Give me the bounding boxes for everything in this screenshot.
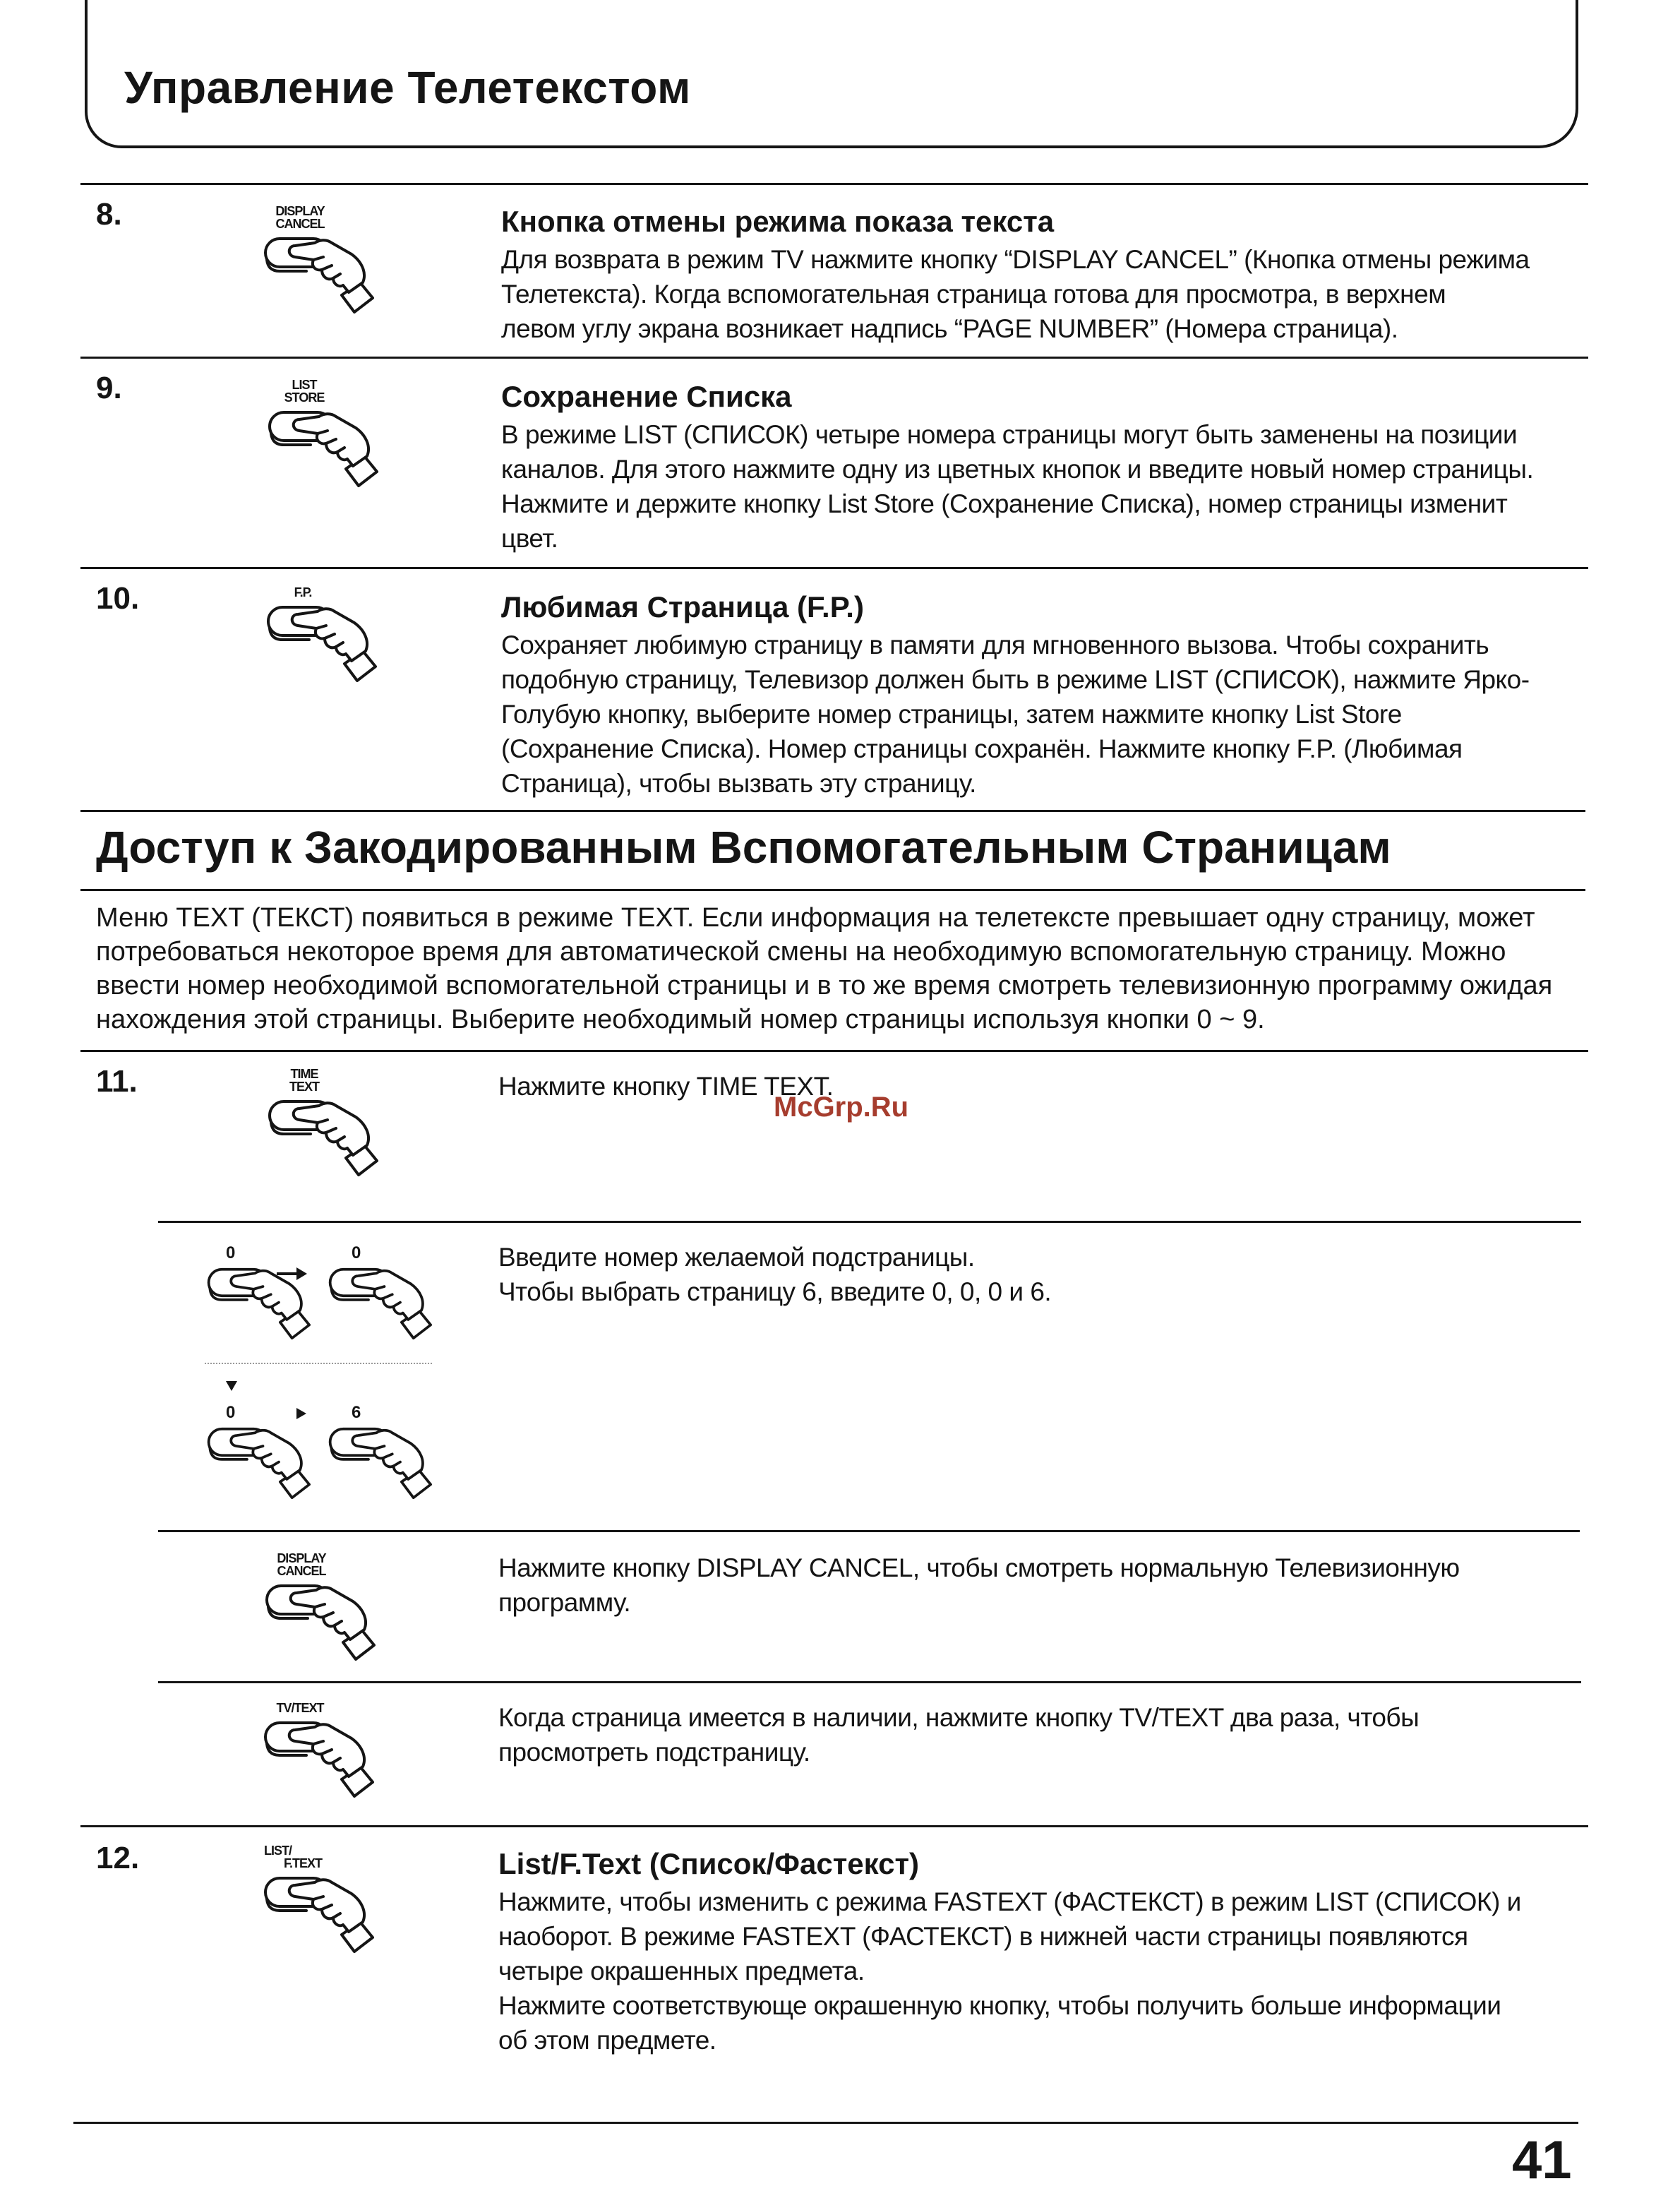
step-description [501,242,1530,346]
body-line: просмотреть подстраницу. [498,1738,810,1767]
body-line: об этом предмете. [498,2026,716,2055]
arrow-right-icon [275,1265,308,1282]
body-line: Чтобы выбрать страницу 6, введите 0, 0, 0 и 6. [498,1277,1052,1306]
hand-press-icon [261,233,374,316]
digit-label: 0 [226,1403,236,1422]
hand-press-icon [265,1096,378,1179]
list-ftext-button [261,1844,381,1956]
button-label-line: STORE [284,390,325,405]
step-heading: Кнопка отмены режима показа текста [501,205,1055,238]
divider [80,357,1588,359]
step-content [498,1846,1521,2057]
hand-press-icon [261,1872,374,1956]
intro-line: ввести номер необходимой вспомогательной страницы и в то же время смотреть телевизионную программу ожидая [96,971,1553,1001]
display-cancel-button [261,205,381,316]
body-line: В режиме LIST (СПИСОК) четыре номера страницы могут быть заменены на позиции [501,420,1518,449]
body-line: Для возврата в режим TV нажмите кнопку “DISPLAY CANCEL” (Кнопка отмены режима [501,245,1530,274]
digit-label: 0 [226,1243,236,1262]
body-line: левом углу экрана возникает надпись “PAGE NUMBER” (Номера страница). [501,314,1398,343]
dotted-separator [205,1363,432,1364]
button-label-line: F.P. [294,585,312,599]
footer-divider [73,2122,1578,2124]
divider [80,1050,1588,1052]
body-line: цвет. [501,524,558,553]
substep-description [498,1700,1419,1769]
button-label-line: F.TEXT [284,1856,323,1870]
button-label-line: TV/TEXT [276,1701,324,1715]
tv-text-button [261,1702,381,1800]
button-label-line: CANCEL [277,1564,326,1578]
display-cancel-button [263,1552,383,1664]
section-title: Доступ к Закодированным Вспомогательным Страницам [96,822,1391,873]
divider [80,1825,1588,1827]
button-label-line: CANCEL [275,217,325,231]
digit-label: 0 [352,1243,361,1262]
hand-press-icon [264,602,377,685]
body-line: подобную страницу, Телевизор должен быть в режиме LIST (СПИСОК), нажмите Ярко- [501,665,1530,694]
hand-press-icon [263,1580,376,1664]
section-intro [96,901,1552,1037]
intro-line: нахождения этой страницы. Выберите необходимый номер страницы используя кнопки 0 ~ 9. [96,1005,1265,1034]
intro-line: Меню TEXT (ТЕКСТ) появиться в режиме TEXT. Если информация на телетексте превышает одну страницу, может [96,903,1535,933]
watermark: McGrp.Ru [774,1092,909,1123]
sub-divider [158,1221,1581,1223]
intro-line: потребоваться некоторое время для автоматической смены на необходимую вспомогательную страницу. Можно [96,937,1506,967]
body-line: программу. [498,1588,631,1617]
button-label [261,1844,339,1870]
button-label-line: DISPLAY [275,204,325,218]
body-line: Нажмите кнопку DISPLAY CANCEL, чтобы смотреть нормальную Телевизионную [498,1553,1460,1582]
step-number: 10. [96,581,140,616]
step-heading: Любимая Страница (F.P.) [501,590,864,623]
button-label-line: DISPLAY [277,1551,326,1565]
body-line: каналов. Для этого нажмите одну из цветных кнопок и введите новый номер страницы. [501,455,1534,484]
list-store-button [265,378,385,490]
step-heading: List/F.Text (Список/Фастекст) [498,1847,919,1880]
sub-divider [158,1530,1580,1532]
substep-description [498,1240,1051,1309]
divider [80,889,1585,891]
button-label-line: TEXT [289,1080,319,1094]
body-line: наоборот. В режиме FASTEXT (ФАСТЕКСТ) в нижней части страницы появляются [498,1922,1468,1951]
hand-press-icon [265,407,378,490]
step-description [501,628,1530,801]
step-number: 11. [96,1064,138,1099]
button-label [261,1702,339,1714]
button-label-line: LIST [292,378,317,392]
body-line: Телетекста). Когда вспомогательная страница готова для просмотра, в верхнем [501,280,1446,309]
body-line: Сохраняет любимую страницу в памяти для мгновенного вызова. Чтобы сохранить [501,631,1489,659]
button-label [265,378,343,404]
body-line: четыре окрашенных предмета. [498,1957,865,1985]
body-line: Нажмите соответствующе окрашенную кнопку, чтобы получить больше информации [498,1991,1501,2020]
step-description [501,417,1533,556]
body-line: Нажмите кнопку TIME TEXT. [498,1072,834,1101]
step-number: 12. [96,1841,140,1875]
button-label [264,586,342,599]
hand-press-icon [326,1423,432,1502]
body-line: Введите номер желаемой подстраницы. [498,1243,975,1272]
step-description [498,1885,1521,2057]
button-label [265,1068,343,1093]
body-line: Когда страница имеется в наличии, нажмите кнопку TV/TEXT два раза, чтобы [498,1703,1420,1732]
hand-press-icon [261,1717,374,1800]
sub-divider [158,1681,1581,1683]
step-content [501,590,1530,801]
divider [80,810,1585,812]
step-number: 8. [96,197,122,232]
body-line: Голубую кнопку, выберите номер страницы, затем нажмите кнопку List Store [501,700,1402,729]
step-content [501,204,1530,346]
page-number: 41 [1512,2130,1572,2190]
hand-press-icon [205,1423,311,1502]
step-heading: Сохранение Списка [501,380,792,413]
button-label-line: TIME [290,1067,318,1081]
step-number: 9. [96,371,122,405]
step-content [501,379,1533,556]
body-line: Нажмите и держите кнопку List Store (Сохранение Списка), номер страницы изменит [501,489,1508,518]
substep-description [498,1551,1460,1620]
button-label-line: LIST/ [264,1844,292,1858]
button-label [261,205,339,230]
body-line: (Сохранение Списка). Номер страницы сохранён. Нажмите кнопку F.P. (Любимая [501,734,1463,763]
arrow-down-icon [224,1380,239,1392]
divider [80,567,1588,569]
button-label [263,1552,340,1577]
fp-button [264,586,384,685]
body-line: Страница), чтобы вызвать эту страницу. [501,769,976,798]
digit-label: 6 [352,1403,361,1422]
time-text-button [265,1068,385,1179]
page-title: Управление Телетекстом [124,62,691,113]
hand-press-icon [326,1264,432,1342]
triangle-right-icon [295,1406,308,1421]
body-line: Нажмите, чтобы изменить с режима FASTEXT (ФАСТЕКСТ) в режим LIST (СПИСОК) и [498,1887,1521,1916]
divider [80,183,1588,185]
